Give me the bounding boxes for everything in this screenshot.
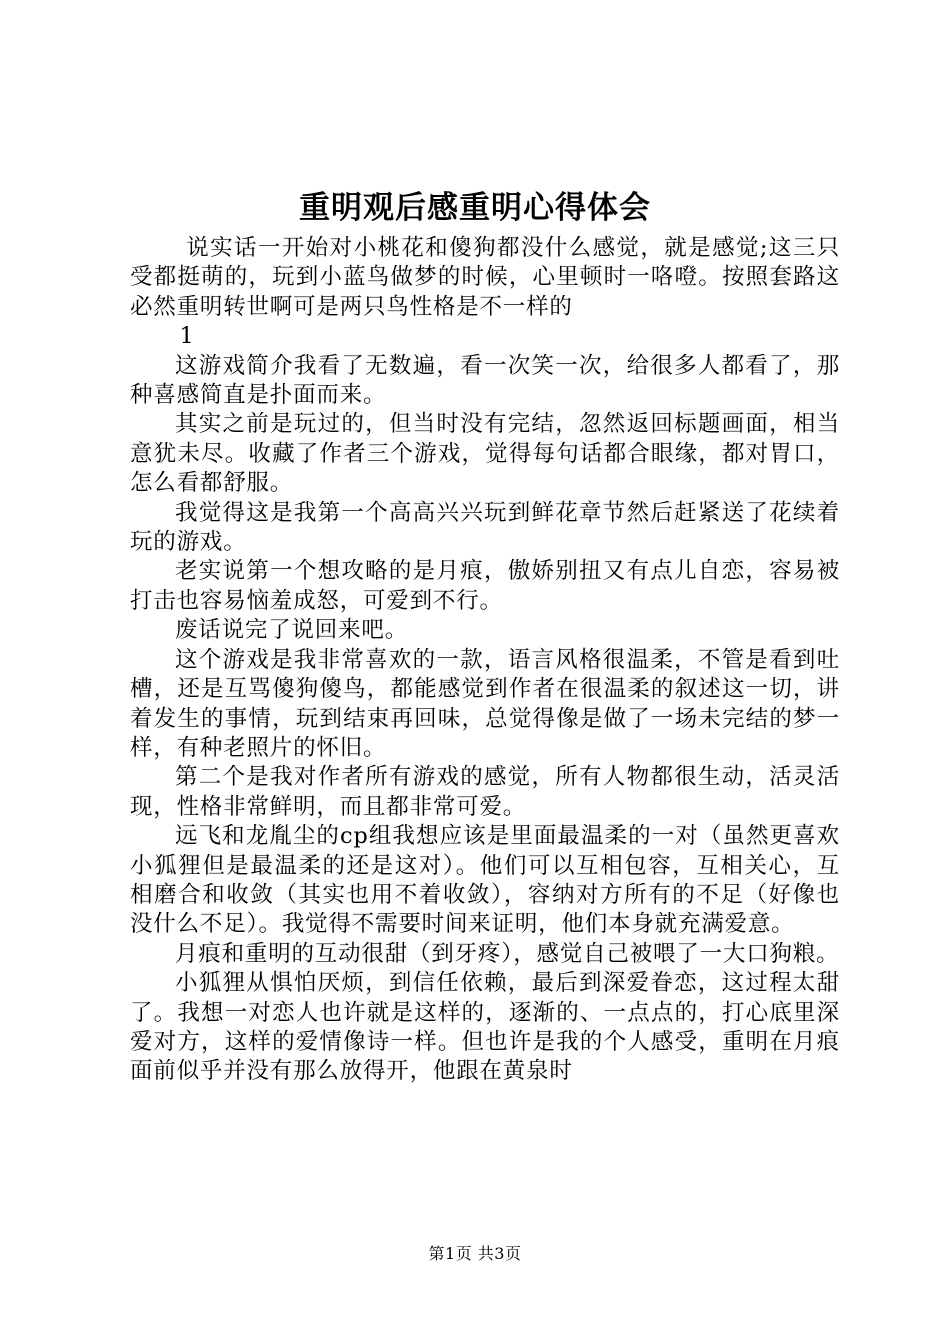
page-footer: 第1页 共3页	[428, 1244, 522, 1263]
paragraph-4: 我觉得这是我第一个高高兴兴玩到鲜花章节然后赶紧送了花续着玩的游戏。	[130, 499, 840, 556]
paragraph-2: 这游戏简介我看了无数遍，看一次笑一次，给很多人都看了，那种喜感简直是扑面而来。	[130, 352, 840, 409]
document-body	[130, 234, 840, 1087]
document-title: 重明观后感重明心得体会	[299, 190, 651, 226]
paragraph-5: 老实说第一个想攻略的是月痕，傲娇别扭又有点儿自恋，容易被打击也容易恼羞成怒，可爱到不行。	[130, 558, 840, 614]
paragraph-3: 其实之前是玩过的，但当时没有完结，忽然返回标题画面，相当意犹未尽。收藏了作者三个游戏，觉得每句话都合眼缘，都对胃口，怎么看都舒服。	[130, 411, 840, 497]
section-number: 1	[179, 323, 195, 350]
paragraph-10: 月痕和重明的互动很甜（到牙疼），感觉自己被喂了一大口狗粮。	[175, 940, 840, 967]
paragraph-11: 小狐狸从惧怕厌烦，到信任依赖，最后到深爱眷恋，这过程太甜了。我想一对恋人也许就是这样的，逐渐的、一点点的，打心底里深爱对方，这样的爱情像诗一样。但也许是我的个人感受，重明在月痕面前似乎并没有那么放得开，他跟在黄泉时	[130, 970, 840, 1085]
paragraph-1: 说实话一开始对小桃花和傻狗都没什么感觉，就是感觉;这三只受都挺萌的，玩到小蓝鸟做梦的时候，心里顿时一咯噔。按照套路这必然重明转世啊可是两只鸟性格是不一样的	[130, 235, 840, 320]
paragraph-7: 这个游戏是我非常喜欢的一款，语言风格很温柔，不管是看到吐槽，还是互骂傻狗傻鸟，都能感觉到作者在很温柔的叙述这一切，讲着发生的事情，玩到结束再回味，总觉得像是做了一场未完结的梦一样，有种老照片的怀旧。	[130, 646, 840, 761]
paragraph-8: 第二个是我对作者所有游戏的感觉，所有人物都很生动，活灵活现，性格非常鲜明，而且都非常可爱。	[130, 764, 840, 820]
paragraph-6: 废话说完了说回来吧。	[175, 617, 409, 644]
paragraph-9: 远飞和龙胤尘的cp组我想应该是里面最温柔的一对（虽然更喜欢小狐狸但是最温柔的还是这对）。他们可以互相包容，互相关心，互相磨合和收敛（其实也用不着收敛），容纳对方所有的不足（好像也没什么不足）。我觉得不需要时间来证明，他们本身就充满爱意。	[130, 823, 840, 938]
